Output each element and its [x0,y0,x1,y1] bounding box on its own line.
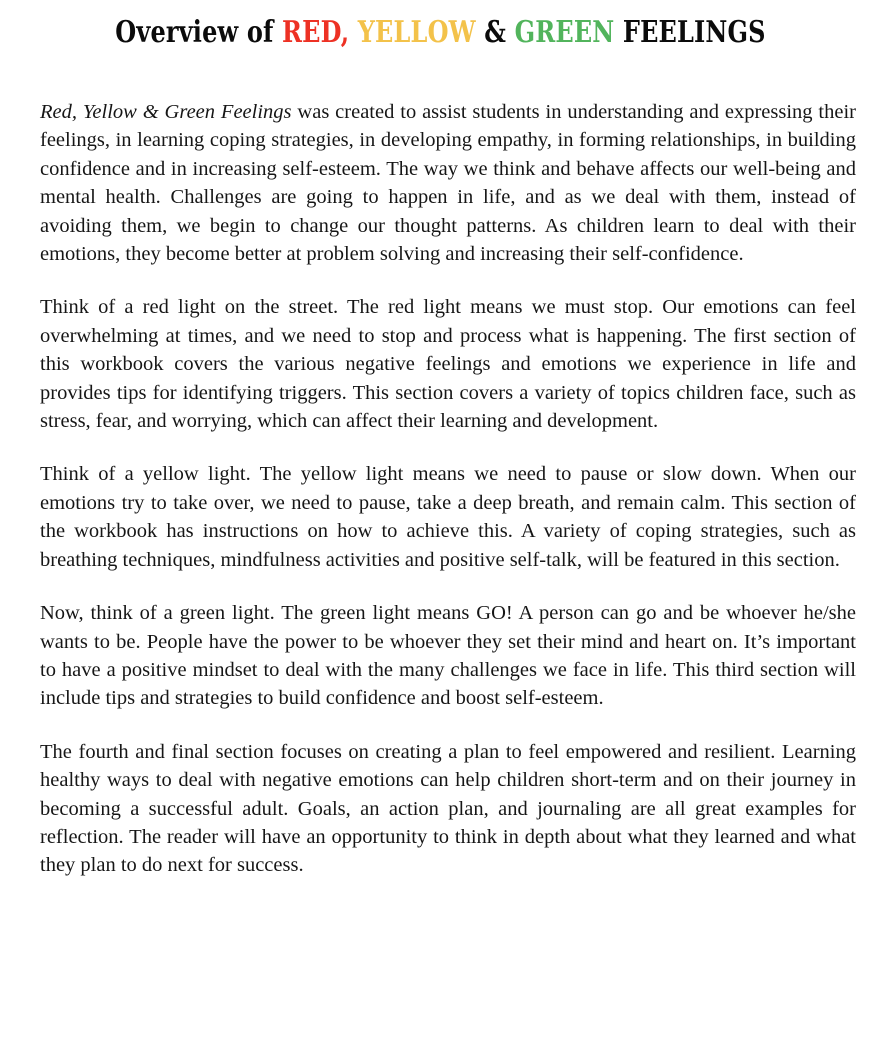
document-body [0,98,880,880]
title-body-spacer [0,52,880,98]
paragraph-intro-text: was created to assist students in understanding and expressing their feelings, in learning coping strategies, in developing empathy, in forming relationships, in building confidence and in increasing self-esteem. The way we think and behave affects our well-being and mental health. Challenges are going to happen in life, and as we deal with them, instead of avoiding them, we begin to change our thought patterns. As children learn to deal with their emotions, they become better at problem solving and increasing their self-confidence. [40,101,856,266]
page-title-red: RED, [281,15,349,50]
page-title [115,14,765,52]
page-title-tail: FEELINGS [613,15,766,50]
page-title-ampersand: & [475,15,515,50]
page-title-lead: Overview of [114,15,282,50]
page-title-yellow: YELLOW [357,15,476,50]
paragraph-intro [40,98,856,268]
paragraph-green: Now, think of a green light. The green light means GO! A person can go and be whoever he/she wants to be. People have the power to be whoever they set their mind and heart on. It’s important to have a positive mindset to deal with the many challenges we face in life. This third section will include tips and strategies to build confidence and boost self-esteem. [40,602,856,710]
page-title-green: GREEN [514,15,614,50]
paragraph-final-section: The fourth and final section focuses on creating a plan to feel empowered and resilient. Learning healthy ways to deal with negative emotions can help children short-term and on their journey in becoming a successful adult. Goals, an action plan, and journaling are all great examples for reflection. The reader will have an opportunity to think in depth about what they learned and what they plan to do next for success. [40,740,856,877]
page-title-gap [349,15,358,50]
workbook-title-italic: Red, Yellow & Green Feelings [40,101,292,123]
paragraph-yellow: Think of a yellow light. The yellow light means we need to pause or slow down. When our emotions try to take over, we need to pause, take a deep breath, and remain calm. This section of the workbook has instructions on how to achieve this. A variety of coping strategies, such as breathing techniques, mindfulness activities and positive self-talk, will be featured in this section. [40,463,856,571]
paragraph-red: Think of a red light on the street. The red light means we must stop. Our emotions can feel overwhelming at times, and we need to stop and process what is happening. The first section of this workbook covers the various negative feelings and emotions we experience in life and provides tips for identifying triggers. This section covers a variety of topics children face, such as stress, fear, and worrying, which can affect their learning and development. [40,296,856,433]
title-block [0,0,880,52]
